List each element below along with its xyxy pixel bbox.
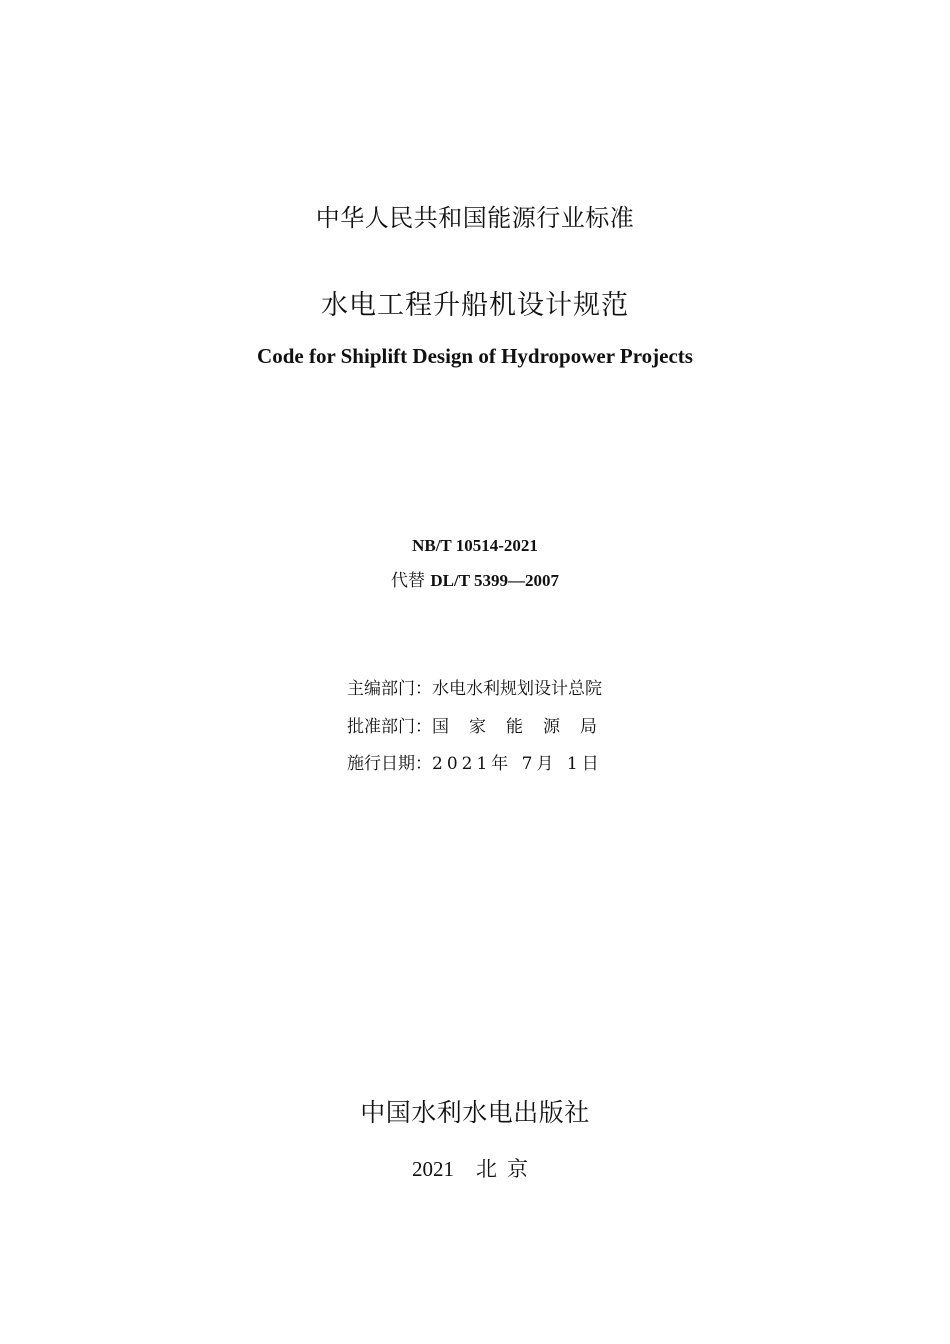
standard-organization: 中华人民共和国能源行业标准 (315, 204, 635, 232)
title-chinese: 水电工程升船机设计规范 (321, 290, 629, 321)
effective-date-label: 施行日期： (347, 754, 432, 774)
standard-number: NB/T 10514-2021 (412, 536, 538, 555)
editor-row (347, 676, 617, 714)
title-english: Code for Shiplift Design of Hydropower Projects (257, 344, 693, 368)
effective-date-row (347, 751, 617, 789)
approver-value: 国家能源局 (432, 716, 617, 737)
approver-row (347, 714, 617, 752)
publication-info (347, 676, 617, 789)
editor-value: 水电水利规划设计总院 (432, 679, 602, 699)
publication-year: 2021 (412, 1157, 454, 1181)
editor-label: 主编部门： (347, 679, 432, 699)
replaces-line (0, 568, 950, 594)
replaces-code: DL/T 5399—2007 (430, 571, 560, 590)
publication-city: 北京 (476, 1157, 538, 1181)
publisher-name: 中国水利水电出版社 (360, 1098, 590, 1127)
effective-date-value: 2021年 7月 1日 (432, 754, 603, 774)
replaces-label: 代替 (390, 571, 425, 591)
approver-label: 批准部门： (347, 716, 432, 737)
publication-place-year (0, 1154, 950, 1184)
